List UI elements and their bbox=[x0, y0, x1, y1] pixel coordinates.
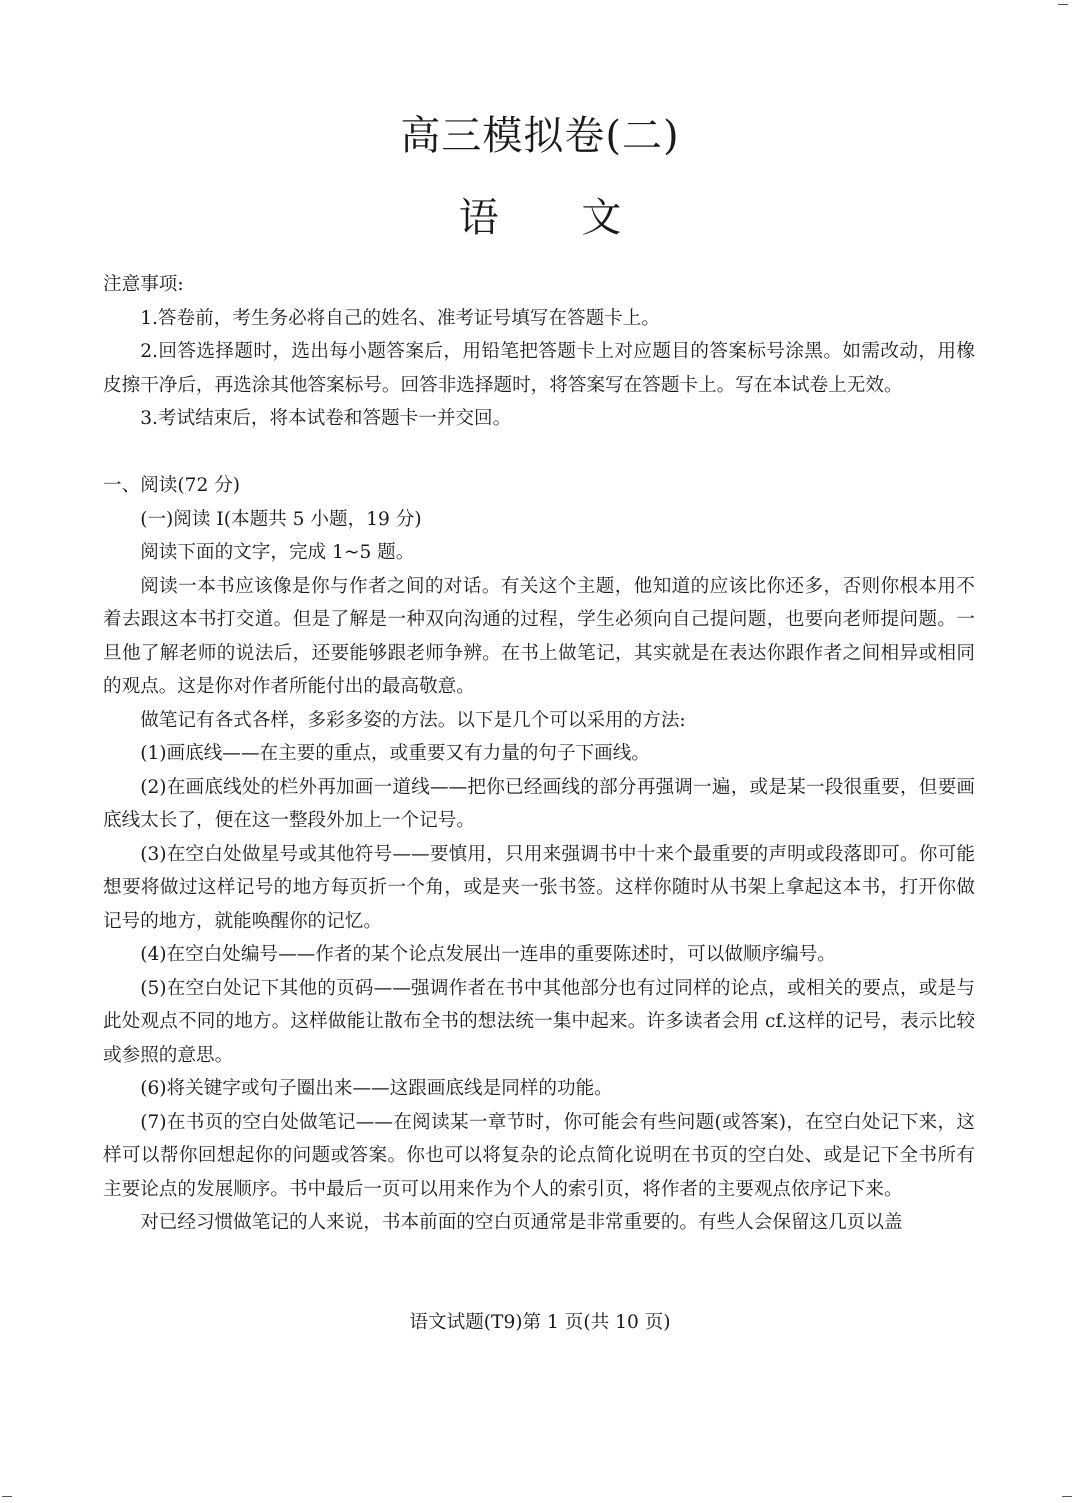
reading-paragraph: 做笔记有各式各样，多彩多姿的方法。以下是几个可以采用的方法: bbox=[140, 709, 686, 731]
section-subheading: (一)阅读 I(本题共 5 小题，19 分) bbox=[140, 508, 422, 530]
reading-paragraph: 阅读一本书应该像是你与作者之间的对话。有关这个主题，他知道的应该比你还多，否则你根本用不着去跟这本书打交道。但是了解是一种双向沟通的过程，学生必须向自己提问题，也要向老师提问题。一旦他了解老师的说法后，还要能够跟老师争辨。在书上做笔记，其实就是在表达你跟作者之间相异或相同的观点。这是你对作者所能付出的最高敬意。 bbox=[103, 575, 975, 697]
reading-paragraph: (4)在空白处编号——作者的某个论点发展出一连串的重要陈述时，可以做顺序编号。 bbox=[140, 944, 836, 965]
section-instruction: 阅读下面的文字，完成 1~5 题。 bbox=[140, 542, 415, 563]
corner-crop-mark bbox=[1062, 1496, 1072, 1497]
notice-item: 3.考试结束后，将本试卷和答题卡一并交回。 bbox=[140, 408, 512, 429]
reading-paragraph: 对已经习惯做笔记的人来说，书本前面的空白页通常是非常重要的。有些人会保留这几页以盖 bbox=[140, 1212, 903, 1233]
subject-title: 语 文 bbox=[458, 195, 622, 241]
corner-crop-mark bbox=[2, 1496, 12, 1497]
reading-paragraph: (1)画底线——在主要的重点，或重要又有力量的句子下画线。 bbox=[140, 743, 650, 764]
page-footer: 语文试题(T9)第 1 页(共 10 页) bbox=[409, 1312, 671, 1333]
section-heading: 一、阅读(72 分) bbox=[103, 475, 241, 496]
notice-item: 1.答卷前，考生务必将自己的姓名、准考证号填写在答题卡上。 bbox=[140, 307, 660, 329]
notice-item: 2.回答选择题时，选出每小题答案后，用铅笔把答题卡上对应题目的答案标号涂黑。如需改动，用橡皮擦干净后，再选涂其他答案标号。回答非选择题时，将答案写在答题卡上。写在本试卷上无效。 bbox=[103, 341, 975, 396]
notice-heading: 注意事项: bbox=[103, 274, 184, 295]
corner-crop-mark bbox=[1058, 4, 1068, 5]
reading-paragraph: (5)在空白处记下其他的页码——强调作者在书中其他部分也有过同样的论点，或相关的要点，或是与此处观点不同的地方。这样做能让散布全书的想法统一集中起来。许多读者会用 cf.这样的记号，表示比较或参照的意思。 bbox=[103, 977, 975, 1066]
reading-paragraph: (7)在书页的空白处做笔记——在阅读某一章节时，你可能会有些问题(或答案)，在空白处记下来，这样可以帮你回想起你的问题或答案。你也可以将复杂的论点简化说明在书页的空白处、或是记下全书所有主要论点的发展顺序。书中最后一页可以用来作为个人的索引页，将作者的主要观点依序记下来。 bbox=[103, 1111, 975, 1200]
exam-title: 高三模拟卷(二) bbox=[400, 113, 680, 159]
exam-content bbox=[103, 268, 975, 1240]
reading-paragraph: (2)在画底线处的栏外再加画一道线——把你已经画线的部分再强调一遍，或是某一段很重要，但要画底线太长了，便在这一整段外加上一个记号。 bbox=[103, 776, 975, 831]
reading-paragraph: (6)将关键字或句子圈出来——这跟画底线是同样的功能。 bbox=[140, 1078, 613, 1099]
reading-paragraph: (3)在空白处做星号或其他符号——要慎用，只用来强调书中十来个最重要的声明或段落即可。你可能想要将做过这样记号的地方每页折一个角，或是夹一张书签。这样你随时从书架上拿起这本书，打开你做记号的地方，就能唤醒你的记忆。 bbox=[103, 843, 975, 932]
